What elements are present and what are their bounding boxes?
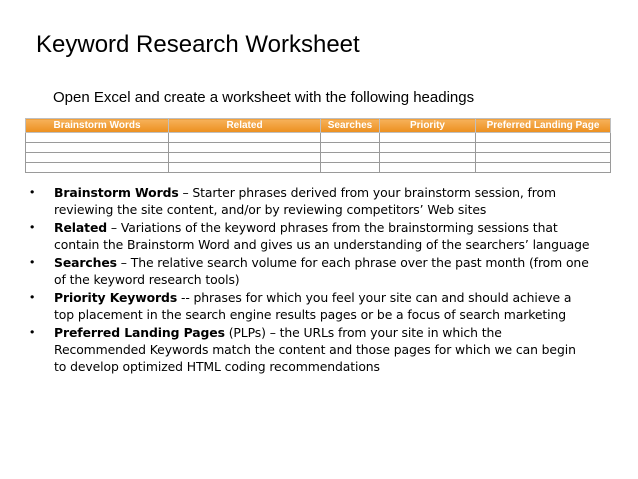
table-row [26, 163, 611, 173]
definition-related: – Variations of the keyword phrases from the brainstorming sessions that contain the Brainstorm Word and gives us an understanding of the searchers’ language [54, 220, 590, 252]
term-related: Related [54, 220, 108, 235]
header-related: Related [169, 119, 321, 133]
table-cell [169, 133, 321, 143]
header-searches: Searches [321, 119, 380, 133]
table-cell [169, 153, 321, 163]
term-searches: Searches [54, 255, 117, 270]
table-row [26, 133, 611, 143]
slide-subtitle: Open Excel and create a worksheet with the following headings [53, 89, 475, 106]
table-cell [169, 163, 321, 173]
bullet-marker: • [30, 255, 35, 269]
definition-searches: – The relative search volume for each phrase over the past month (from one of the keyword research tools) [54, 255, 589, 287]
table-cell [321, 133, 380, 143]
table-header-row [26, 119, 611, 133]
list-item [30, 289, 590, 323]
table-cell [321, 163, 380, 173]
table-cell [476, 153, 611, 163]
term-preferred-landing-pages: Preferred Landing Pages [54, 325, 225, 340]
term-priority-keywords: Priority Keywords [54, 290, 178, 305]
definition-preferred-landing-pages: (PLPs) – the URLs from your site in which the Recommended Keywords match the content and those pages for which we can begin to develop optimized HTML coding recommendations [54, 325, 576, 374]
bullet-marker: • [30, 185, 35, 199]
table-cell [26, 133, 169, 143]
table-cell [380, 143, 476, 153]
bullet-marker: • [30, 290, 35, 304]
table-cell [321, 153, 380, 163]
term-brainstorm-words: Brainstorm Words [54, 185, 179, 200]
table-cell [321, 143, 380, 153]
bullet-marker: • [30, 220, 35, 234]
worksheet-table [25, 118, 611, 173]
table-cell [476, 133, 611, 143]
definition-brainstorm-words: – Starter phrases derived from your brainstorm session, from reviewing the site content, and/or by reviewing competitors’ Web sites [54, 185, 556, 217]
table-cell [26, 153, 169, 163]
table-row [26, 153, 611, 163]
header-priority: Priority [380, 119, 476, 133]
table-cell [26, 163, 169, 173]
table-cell [476, 143, 611, 153]
header-brainstorm-words: Brainstorm Words [26, 119, 169, 133]
slide-title: Keyword Research Worksheet [36, 31, 360, 58]
list-item [30, 219, 590, 253]
list-item [30, 254, 590, 288]
table-cell [26, 143, 169, 153]
definition-list [30, 184, 590, 376]
header-preferred-landing-page: Preferred Landing Page [476, 119, 611, 133]
list-item [30, 324, 590, 375]
table-row [26, 143, 611, 153]
table-cell [380, 163, 476, 173]
table-cell [380, 153, 476, 163]
table-cell [476, 163, 611, 173]
definition-priority-keywords: -- phrases for which you feel your site can and should achieve a top placement in the search engine results pages or be a focus of search marketing [54, 290, 572, 322]
table-cell [380, 133, 476, 143]
table-cell [169, 143, 321, 153]
bullet-marker: • [30, 325, 35, 339]
list-item [30, 184, 590, 218]
